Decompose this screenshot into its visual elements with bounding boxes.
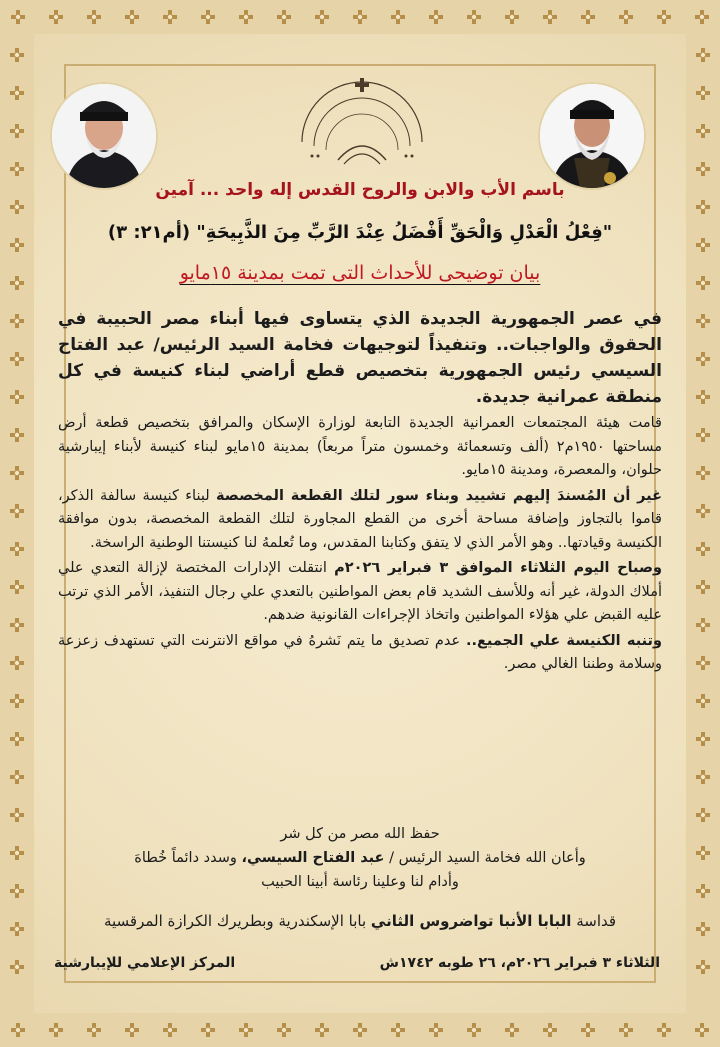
footer-media-center: المركز الإعلامي للإيبارشية [54, 955, 236, 971]
paragraph-3 [58, 485, 662, 556]
paragraph-2: قامت هيئة المجتمعات العمرانية الجديدة التابعة لوزارة الإسكان والمرافق بتخصيص قطعة أرض مساحتها ١٩٥٠م٢ (ألف وتسعمائة وخمسون متراً مربعاً) بمدينة ١٥مايو لبناء كنيسة لأبناء إيبارشية حلوان، والمعصرة، ومدينة ١٥مايو. [58, 415, 663, 478]
closing-line-2-pre: وأعان الله فخامة السيد الرئيس / [384, 850, 586, 866]
invocation-heading: باسم الأب والابن والروح القدس إله واحد ... آمين [155, 180, 565, 200]
left-clergy-portrait [52, 84, 156, 188]
footer-date: الثلاثاء ٣ فبراير ٢٠٢٦م، ٢٦ طوبه ١٧٤٢ش [379, 955, 660, 971]
right-pope-portrait [540, 84, 644, 188]
pope-title-line [50, 912, 670, 930]
paragraph-4 [58, 557, 662, 628]
pope-title-bold: البابا الأنبا تواضروس الثاني [370, 912, 572, 930]
pope-title-post: بابا الإسكندرية وبطريرك الكرازة المرقسية [103, 912, 371, 930]
diocese-logo [282, 72, 442, 172]
clergy-portrait-icon [52, 84, 156, 188]
pope-portrait-icon [540, 84, 644, 188]
paragraph-5-rest: عدم تصديق ما يتم نَشرهُ في مواقع الانترنت التي تستهدف زعزعة وسلامة وطننا الغالي مصر. [58, 632, 662, 672]
paragraph-1: في عصر الجمهورية الجديدة الذي يتساوى فيها أبناء مصر الحبيبة في الحقوق والواجبات.. وتنفيذاً لتوجيهات فخامة السيد الرئيس/ عبد الفتاح السيسي رئيس الجمهورية بتخصيص قطع أراضي لبناء كنيسة في كل منطقة عمرانية جديدة. [58, 309, 662, 407]
closing-prayer [58, 822, 662, 894]
paragraph-5-bold: وتنبه الكنيسة علي الجميع.. [465, 632, 662, 649]
closing-line-2 [58, 846, 662, 870]
closing-line-2-bold: عبد الفتاح السيسي، [241, 850, 385, 866]
statement-title-text: بيان توضيحى للأحداث التى تمت بمدينة ١٥مايو [179, 262, 541, 284]
scripture-verse: "فِعْلُ الْعَدْلِ وَالْحَقِّ أَفْضَلُ عِنْدَ الرَّبِّ مِنَ الذَّبِيحَةِ" (أم٢١: ٣) [107, 222, 613, 243]
closing-line-3: وأدام لنا وعلينا رئاسة أبينا الحبيب [261, 874, 459, 890]
paragraph-5 [58, 630, 662, 677]
paragraph-4-bold: وصباح اليوم الثلاثاء الموافق ٣ فبراير ٢٠٢٦م [334, 560, 662, 576]
statement-title [0, 262, 720, 284]
closing-line-1: حفظ الله مصر من كل شر [280, 826, 440, 842]
pope-title-pre: قداسة [571, 912, 617, 930]
statement-body [58, 306, 662, 679]
coptic-diocese-seal-logo [282, 72, 442, 172]
paragraph-3-bold: غير أن المُسندَ إليهم تشييد وبناء سور لتلك القطعة المخصصة [216, 487, 662, 504]
closing-line-2-post: وسدد دائماً خُطاهَ [134, 850, 242, 866]
paragraph-3-rest: لبناء كنيسة سالفة الذكر، قاموا بالتجاوز وإضافة مساحة أخرى من القطع المجاورة لتلك القطعة المخصصة، بدون موافقة الكنيسة وقيادتها.. وهو الأمر الذي لا يتفق وكتابنا المقدس، وما تُعلمهُ لنا كنيستنا الوطنية الراسخة. [58, 487, 662, 551]
paragraph-4-rest: انتقلت الإدارات المختصة لإزالة التعدي علي أملاك الدولة، غير أنه وللأسف الشديد قام بعض المواطنين بالتعدي علي رجال التنفيذ، الأمر الذي ترتب عليه القبض علي هؤلاء المواطنين واتخاذ الإجراءات القانونية ضدهم. [58, 560, 662, 623]
